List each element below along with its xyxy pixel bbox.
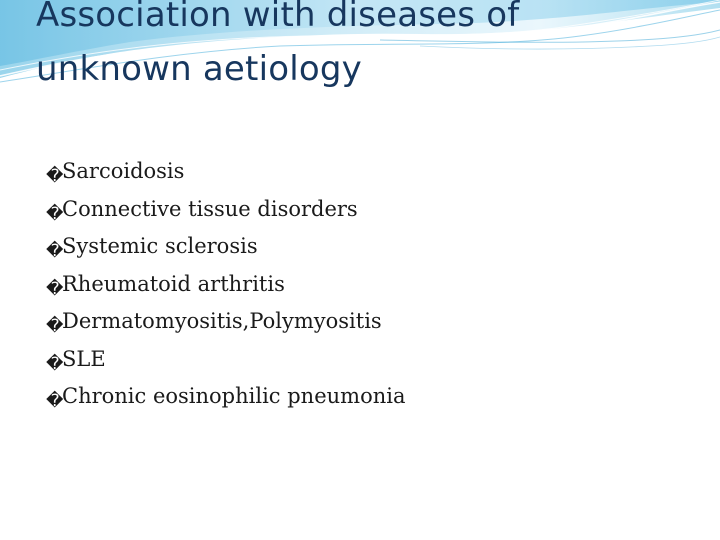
bullet-marker-icon: � bbox=[46, 203, 64, 224]
bullet-item-systemic-sclerosis bbox=[46, 228, 405, 266]
bullet-marker-icon: � bbox=[46, 278, 64, 299]
bullet-marker-icon: � bbox=[46, 241, 64, 261]
bullet-item-connective-tissue-disorders bbox=[46, 191, 405, 229]
bullet-marker-icon: � bbox=[46, 391, 64, 411]
bullet-item-rheumatoid-arthritis bbox=[46, 266, 405, 304]
bullet-list bbox=[46, 153, 405, 416]
bullet-item-sle bbox=[46, 341, 405, 379]
bullet-text: Rheumatoid arthritis bbox=[62, 271, 285, 296]
bullet-marker-icon: � bbox=[46, 316, 64, 336]
bullet-item-dermatomyositis-polymyositis bbox=[46, 303, 405, 341]
bullet-item-sarcoidosis bbox=[46, 153, 405, 191]
bullet-text: Chronic eosinophilic pneumonia bbox=[62, 384, 406, 408]
bullet-text: Sarcoidosis bbox=[62, 159, 185, 183]
bullet-item-chronic-eosinophilic-pneumonia bbox=[46, 378, 405, 416]
bullet-text: Systemic sclerosis bbox=[62, 234, 258, 258]
bullet-text: Connective tissue disorders bbox=[62, 196, 358, 221]
slide-title-line-2: unknown aetiology bbox=[36, 49, 362, 89]
bullet-marker-icon: � bbox=[46, 166, 64, 186]
bullet-text: Dermatomyositis,Polymyositis bbox=[62, 309, 382, 333]
bullet-text: SLE bbox=[62, 346, 106, 371]
slide-title bbox=[36, 0, 519, 96]
bullet-marker-icon: � bbox=[46, 353, 64, 374]
slide-title-line-1: Association with diseases of bbox=[36, 0, 520, 35]
